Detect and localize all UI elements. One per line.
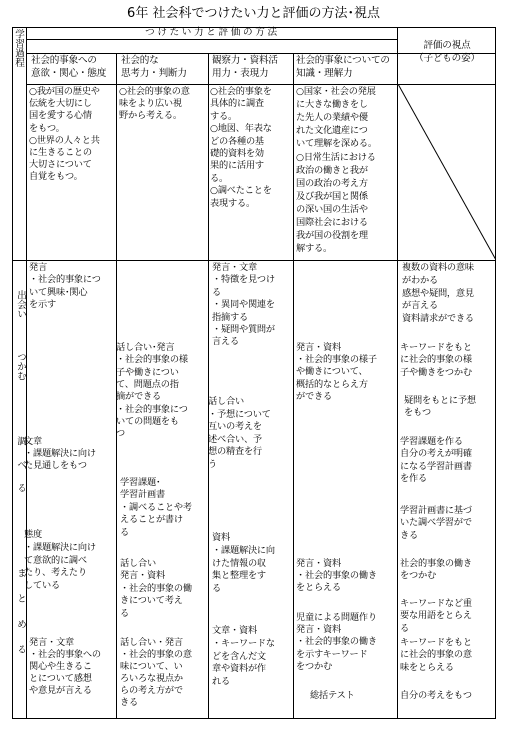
c1-block-d-line: とについて感想 — [29, 673, 92, 684]
diagonal-line — [398, 84, 496, 260]
c5-block-d-line: を作る — [400, 473, 427, 485]
col-header-4b: 知識・理解力 — [296, 68, 353, 79]
c3-block-c-line: 集と整理をす — [212, 570, 266, 582]
c2-block-d-line: 話し合い・発言 — [120, 637, 183, 648]
c5-block-a-line: 複数の資料の意味 — [402, 262, 474, 273]
c2-block-a-line: 摘ができる — [116, 391, 161, 403]
c2-block-a-line: いての問題をも — [116, 415, 179, 427]
c2-block-b-line: えることが書け — [120, 514, 183, 526]
c5-block-f-line: をつかむ — [400, 570, 436, 582]
c5-block-c-line: をもつ — [404, 407, 431, 419]
c5-block-e-line: いた調べ学習がで — [400, 517, 472, 529]
c1-block-d-line: や意見が言える — [29, 685, 92, 696]
c4-block-b-line: 発言・資料 — [296, 558, 341, 569]
c2-block-d-line: きる — [120, 697, 138, 708]
c5-block-a-line: が言える — [402, 300, 438, 312]
c2-block-b-line: 学習計画書 — [120, 489, 165, 501]
goals-col4-line: た先人の業績や優 — [296, 112, 368, 124]
stage-matomeru: まとめる — [15, 568, 26, 671]
goals-col4-line: 国の政治の考え方 — [296, 177, 368, 189]
c2-block-c-line: 発言・資料 — [120, 570, 165, 582]
c2-block-a-line: つ — [116, 428, 125, 440]
c5-block-f-line: 社会的事象の働き — [400, 558, 472, 569]
goals-col4-line: 及び我が国と関係 — [296, 190, 368, 202]
c3-block-a-line: ・疑問や質問が — [212, 324, 275, 335]
c3-block-a-line: ・特徴を見つけ — [212, 274, 275, 286]
goals-col1-line: ○我が国の歴史や — [29, 86, 100, 97]
c5-block-b-line: キーワードをもと — [400, 342, 472, 353]
c4-block-c-line: 児童による問題作り — [296, 612, 377, 623]
c4-block-a-line: ・社会的事象の様子 — [296, 354, 377, 366]
c5-block-g-line: 要な用語をとらえ — [400, 610, 472, 622]
c1-block-a-line: を示す — [29, 299, 56, 311]
c5-block-d-line: になる学習計画書 — [400, 460, 472, 472]
c4-block-a-line: や働きについて、 — [296, 366, 368, 378]
c3-block-a-line: 指摘する — [212, 311, 248, 323]
c5-block-a-line: がわかる — [402, 274, 438, 286]
col-header-3b: 用力・表現力 — [212, 68, 269, 79]
row-line-4 — [12, 260, 496, 261]
c2-block-a-line: 子や働きについ — [116, 366, 179, 378]
goals-col3-line: する。 — [210, 110, 237, 122]
c1-block-d-line: 関心や生きるこ — [29, 661, 92, 672]
goals-col4-line: いて理解を深める。 — [296, 138, 377, 150]
c3-block-d-line: れる — [212, 676, 230, 688]
eval-label-sub: （子どもの姿） — [414, 53, 480, 64]
goals-col4-line: 我が国の役割を理 — [296, 230, 368, 242]
c3-block-a-line: 言える — [212, 336, 239, 348]
c4-block-a-line: 概括的なとらえ方 — [296, 378, 368, 390]
c5-block-c-line: 疑問をもとに予想 — [404, 395, 476, 406]
c5-block-a-line: 資料請求ができる — [402, 313, 474, 325]
col-line-3 — [293, 53, 294, 719]
c2-block-b-line: ・調べることや考 — [120, 501, 192, 513]
c3-block-c-line: けた情報の収 — [212, 557, 266, 569]
c5-block-e-line: 学習計画書に基づ — [400, 505, 472, 516]
goals-col3-line: どの各種の基 — [210, 135, 264, 147]
c1-block-d-line: ・社会的事象への — [29, 649, 101, 660]
c4-block-c-line: 発言・資料 — [296, 624, 341, 636]
goals-col4-line: れた文化遺産につ — [296, 125, 368, 137]
goals-col4-line: 解する。 — [296, 243, 332, 255]
col-line-0 — [26, 27, 27, 719]
c5-block-d-line: 自分の考えが明確 — [400, 448, 472, 460]
c3-block-d-line: どを含んだ文 — [212, 650, 266, 662]
goals-col1-line: に生きることの — [29, 147, 92, 158]
stage-deai: 出会い — [15, 290, 26, 319]
goals-col1-line: 伝統を大切にし — [29, 98, 92, 110]
c3-block-a-line: る — [212, 286, 221, 298]
c2-block-a-line: ・社会的事象につ — [116, 403, 188, 415]
c4-block-d-line: 総括テスト — [310, 690, 355, 701]
c2-block-b-line: 学習課題･ — [120, 477, 161, 488]
col-line-2 — [208, 53, 209, 719]
goals-col2-line: ○社会的事象の意 — [119, 86, 190, 97]
goals-col3-line: 果的に活用す — [210, 160, 264, 172]
c1-block-c-line: ・課題解決に向け — [24, 541, 96, 553]
goals-col3-line: 具体的に調査 — [210, 98, 264, 110]
goals-col1-line: 大切さについて — [29, 159, 92, 171]
c5-block-b-line: に社会的事象の様 — [400, 354, 472, 366]
stage-shiraberu: 調べる — [15, 436, 26, 507]
c2-block-c-line: きについて考え — [120, 595, 183, 607]
c1-block-b-line: ・課題解決に向け — [24, 448, 96, 460]
c5-block-h-line: 味をとらえる — [400, 661, 454, 673]
col-header-3a: 観察力・資料活 — [212, 55, 278, 66]
c5-block-g-line: キーワードなど重 — [400, 598, 472, 609]
c4-block-b-line: をとらえる — [296, 582, 341, 594]
eval-label: 評価の視点 — [423, 40, 471, 51]
goals-col4-line: ○日常生活における — [296, 151, 376, 163]
c2-block-c-line: 話し合い — [120, 558, 156, 569]
c2-block-d-line: ・社会的事象の意 — [120, 649, 192, 660]
goals-col3-line: 表現する。 — [210, 197, 255, 209]
c3-block-a-line: ・異同や関連を — [212, 299, 275, 311]
c3-block-d-line: ・キーワードな — [212, 637, 275, 649]
c3-block-b-line: う — [208, 459, 217, 470]
goals-col3-line: る。 — [210, 172, 228, 184]
c5-block-h-line: キーワードをもと — [400, 637, 472, 648]
col-header-1a: 社会的事象への — [31, 55, 97, 66]
c1-block-b-line: た見通しをもつ — [24, 460, 87, 472]
c2-block-d-line: ろいろな視点か — [120, 673, 183, 684]
c2-block-a-line: ・社会的事象の様 — [116, 354, 188, 366]
c5-block-g-line: る — [400, 622, 409, 634]
c4-block-c-line: を示すキーワード — [296, 648, 368, 660]
goals-col3-line: ○調べたことを — [210, 185, 272, 197]
c3-block-b-line: 話し合い — [208, 396, 244, 407]
c4-block-c-line: ・社会的事象の働き — [296, 636, 377, 648]
goals-col2-line: 野から考える。 — [119, 110, 182, 122]
c1-block-b-line: 文章 — [24, 436, 42, 447]
c3-block-d-line: 文章・資料 — [212, 625, 257, 636]
c5-block-d-line: 学習課題を作る — [400, 436, 463, 447]
c1-block-c-line: て意欲的に調べ — [24, 554, 87, 566]
c2-block-c-line: ・社会的事象の働 — [120, 582, 192, 594]
goals-col4-line: に大きな働きをし — [296, 99, 368, 111]
c1-block-c-line: している — [24, 580, 60, 592]
c3-block-d-line: 章や資料が作 — [212, 663, 266, 675]
col-header-1b: 意欲・関心・態度 — [31, 68, 107, 79]
goals-col3-line: ○地図、年表な — [210, 123, 272, 135]
c5-block-e-line: きる — [400, 529, 418, 541]
goals-col1-line: 自覚をもつ。 — [29, 171, 83, 183]
c2-block-a-line: 話し合い･発言 — [116, 342, 175, 353]
c1-block-c-line: たり、考えたり — [24, 567, 87, 579]
goals-col3-line: ○社会的事象を — [210, 86, 272, 97]
col-header-4a: 社会的事象についての — [296, 55, 390, 66]
c1-block-a-line: 発言 — [29, 262, 47, 273]
c3-block-c-line: る — [212, 583, 221, 595]
c5-block-a-line: 感想や疑問，意見 — [402, 287, 474, 299]
c3-block-c-line: ・課題解決に向 — [212, 544, 275, 556]
methods-label: つ け た い 力 と 評 価 の 方 法 — [145, 27, 277, 38]
process-label: 学習過程 — [13, 29, 24, 68]
goals-col1-line: ○世界の人々と共 — [29, 134, 100, 146]
c4-block-a-line: 発言・資料 — [296, 342, 341, 353]
c3-block-b-line: 述べ合い、予 — [208, 433, 262, 445]
c1-block-a-line: ・社会的事象につ — [29, 274, 101, 286]
c3-block-c-line: 資料 — [212, 532, 230, 543]
c4-block-a-line: ができる — [296, 390, 332, 402]
goals-col2-line: 味をより広い視 — [119, 98, 182, 110]
c5-block-h-line: に社会的事象の意 — [400, 649, 472, 661]
c2-block-a-line: て、問題点の指 — [116, 378, 179, 390]
c2-block-c-line: る — [120, 607, 129, 619]
goals-col1-line: 国を愛する心情 — [29, 110, 92, 122]
col-header-2a: 社会的な — [121, 55, 159, 66]
col-header-2b: 思考力・判断力 — [121, 68, 187, 79]
c1-block-d-line: 発言・文章 — [29, 637, 74, 648]
goals-col3-line: 礎的資料を効 — [210, 148, 264, 159]
goals-col1-line: をもつ。 — [29, 122, 65, 134]
c2-block-b-line: る — [120, 526, 129, 538]
c2-block-d-line: 味について、い — [120, 661, 183, 672]
c5-block-b-line: 子や働きをつかむ — [400, 366, 472, 378]
c2-block-d-line: らの考え方がで — [120, 685, 183, 696]
c4-block-b-line: ・社会的事象の働き — [296, 570, 377, 582]
c3-block-b-line: 想の精査を行 — [208, 446, 262, 458]
goals-col4-line: 政治の働きと我が — [296, 164, 368, 176]
goals-col4-line: ○国家・社会の発展 — [296, 86, 376, 97]
c3-block-a-line: 発言・文章 — [212, 262, 257, 273]
c3-block-b-line: 互いの考えを — [208, 421, 262, 433]
stage-tsukamu: つかむ — [15, 352, 26, 381]
c1-block-c-line: 態度 — [24, 529, 42, 540]
page-title: 6年 社会科でつけたい力と評価の方法･視点 — [127, 6, 380, 21]
c4-block-c-line: をつかむ — [296, 660, 332, 672]
c5-block-i-line: 自分の考えをもつ — [400, 690, 472, 701]
c1-block-a-line: いて興味･関心 — [29, 286, 88, 298]
c3-block-b-line: ・予想について — [208, 408, 271, 420]
goals-col4-line: 国際社会における — [296, 217, 368, 228]
goals-col4-line: の深い国の生活や — [296, 203, 368, 215]
